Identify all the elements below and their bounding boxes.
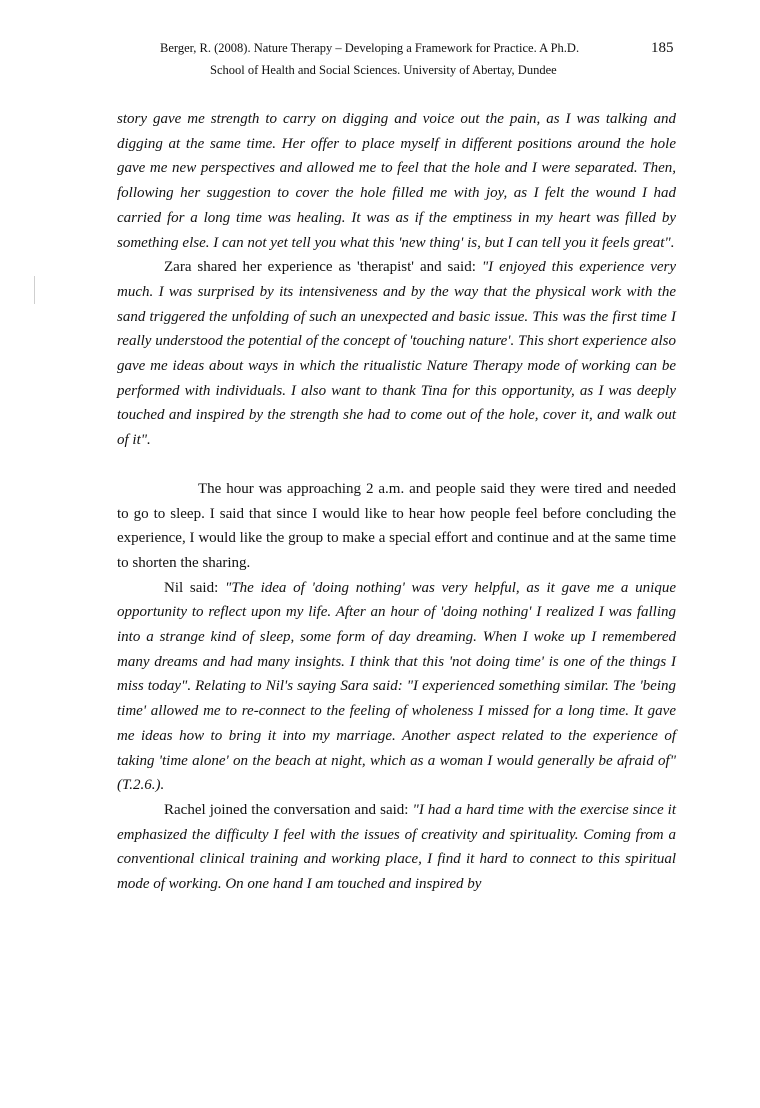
paragraph-2: [117, 255, 676, 453]
quote-text: "I enjoyed this experience very much. I was surprised by its intensiveness and by the way that the physical work with the sand triggered the unfolding of such an unexpected and basic issue. This was the first time I really understood the potential of the concept of 'touching nature'. This short experience also gave me ideas about ways in which the ritualistic Nature Therapy mode of working can be performed with individuals. I also want to thank Tina for this opportunity, as I was deeply touched and inspired by the strength she had to come out of the hole, cover it, and walk out of it".: [117, 259, 676, 449]
quote-text: story gave me strength to carry on digging and voice out the pain, as I was talking and digging at the same time. Her offer to place myself in different positions around the hole gave me new perspectives and allowed me to feel that the hole and I were separated. Then, following her suggestion to cover the hole filled me with joy, as I felt the wound I had carried for a long time was healing. It was as if the emptiness in my heart was filled by something else. I can not yet tell you what this 'new thing' is, but I can tell you it feels great".: [117, 111, 676, 251]
header-citation-line: Berger, R. (2008). Nature Therapy – Developing a Framework for Practice. A Ph.D.: [160, 41, 580, 55]
paragraph-4: [117, 576, 676, 798]
page-number: 185: [651, 40, 674, 56]
quote-text: "The idea of 'doing nothing' was very helpful, as it gave me a unique opportunity to reflect upon my life. After an hour of 'doing nothing' I realized I was falling into a strange kind of sleep, some form of day dreaming. When I woke up I remembered many dreams and had many insights. I think that this 'not doing time' is one of the things I miss today". Relating to Nil's saying Sara said: "I experienced something similar. The 'being time' allowed me to re-connect to the feeling of wholeness I missed for a long time. It gave me ideas how to bring it into my marriage. Another aspect related to the experience of taking 'time alone' on the beach at night, which as a woman I would generally be afraid of" (T.2.6.).: [117, 579, 677, 794]
lead-text: Zara shared her experience as 'therapist' and said:: [164, 259, 482, 276]
paragraph-5: [117, 798, 676, 897]
body-text: The hour was approaching 2 a.m. and people said they were tired and needed to go to sleep. I said that since I would like to hear how people feel before concluding the experience, I would like the group to make a special effort and continue and at the same time to shorten the sharing.: [117, 480, 676, 571]
paragraph-1: [117, 107, 676, 255]
quote-text: "I had a hard time with the exercise since it emphasized the difficulty I feel with the issues of creativity and spirituality. Coming from a conventional clinical training and working place, I find it hard to connect to this spiritual mode of working. On one hand I am touched and inspired by: [117, 801, 677, 893]
paragraph-gap: [117, 453, 676, 477]
lead-text: Rachel joined the conversation and said:: [164, 801, 413, 818]
lead-text: Nil said:: [164, 579, 226, 596]
margin-mark: [34, 276, 35, 304]
header-institution-line: School of Health and Social Sciences. University of Abertay, Dundee: [210, 63, 557, 77]
page-body: [117, 107, 676, 897]
paragraph-3: [117, 477, 676, 576]
